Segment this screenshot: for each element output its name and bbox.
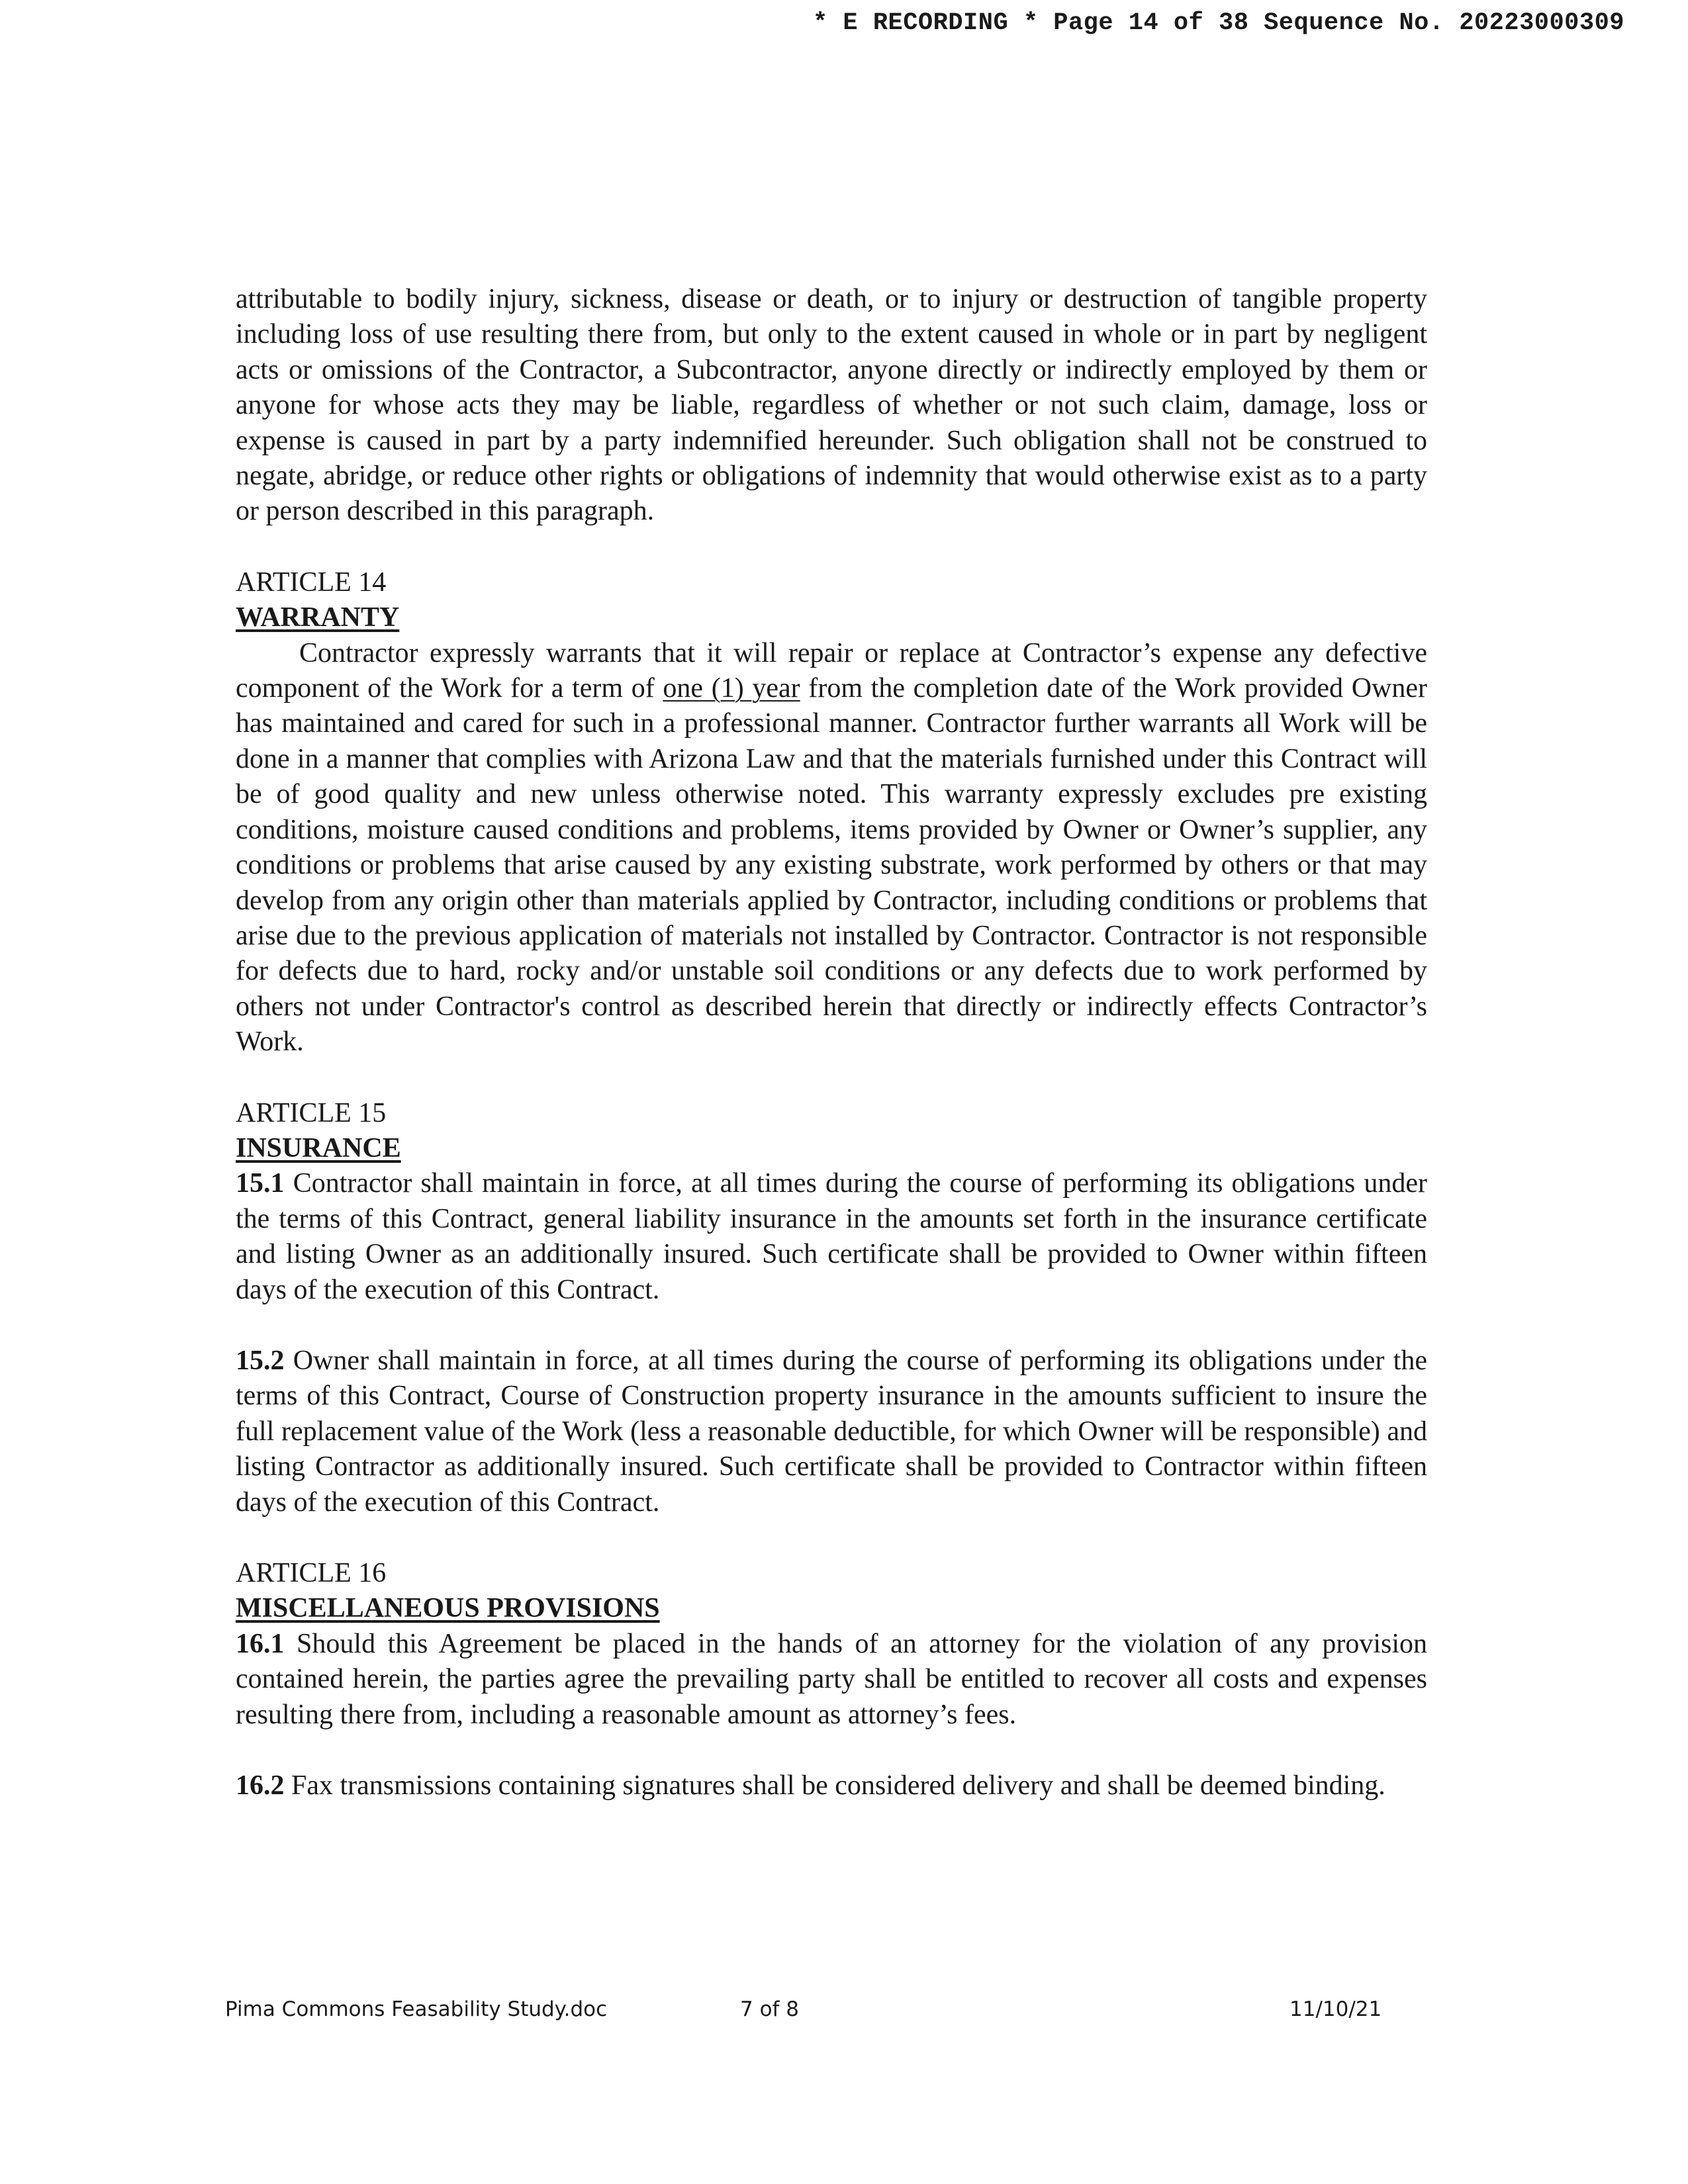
continuation-paragraph: attributable to bodily injury, sickness, disease or death, or to injury or destruction of tangible property including loss of use resulting there from, but only to the extent caused in whole or in part by negligent acts or omissions of the Contractor, a Subcontractor, anyone directly or indirectly employed by them or anyone for whose acts they may be liable, regardless of whether or not such claim, damage, loss or expense is caused in part by a party indemnified hereunder. Such obligation shall not be construed to negate, abridge, or reduce other rights or obligations of indemnity that would otherwise exist as to a party or person described in this paragraph. — [236, 284, 1427, 527]
article-15-label: ARTICLE 15 — [236, 1097, 387, 1128]
footer-date: 11/10/21 — [1289, 1997, 1382, 2021]
article-16-title: MISCELLANEOUS PROVISIONS — [236, 1593, 660, 1624]
section-15-1 — [236, 1166, 1427, 1308]
article-16 — [236, 1556, 1427, 1803]
article-16-label: ARTICLE 16 — [236, 1558, 387, 1588]
article-15-title: INSURANCE — [236, 1132, 401, 1163]
section-text: Should this Agreement be placed in the hands of an attorney for the violation of any provision contained herein, the parties agree the prevailing party shall be entitled to recover all costs and expenses resulting there from, including a reasonable amount as attorney’s fees. — [236, 1628, 1428, 1730]
article-14-title: WARRANTY — [236, 602, 400, 633]
footer-page-number: 7 of 8 — [740, 1997, 800, 2021]
warranty-term: one (1) year — [663, 673, 800, 704]
section-number: 16.2 — [236, 1770, 285, 1801]
section-number: 16.1 — [236, 1628, 285, 1659]
footer-filename: Pima Commons Feasability Study.doc — [225, 1997, 608, 2021]
warranty-paragraph — [236, 636, 1427, 1060]
article-15 — [236, 1096, 1427, 1520]
article-14 — [236, 565, 1427, 1060]
section-16-1 — [236, 1627, 1427, 1733]
section-number: 15.1 — [236, 1168, 285, 1199]
section-text: Fax transmissions containing signatures shall be considered delivery and shall be deemed binding. — [291, 1770, 1385, 1801]
section-number: 15.2 — [236, 1345, 285, 1376]
article-14-label: ARTICLE 14 — [236, 567, 387, 598]
warranty-text-after: from the completion date of the Work provided Owner has maintained and cared for such in a professional manner. Contractor further warrants all Work will be done in a manner that complies with Arizona Law and that the materials furnished under this Contract will be of good quality and new unless otherwise noted. This warranty expressly excludes pre existing conditions, moisture caused conditions and problems, items provided by Owner or Owner’s supplier, any conditions or problems that arise caused by any existing substrate, work performed by others or that may develop from any origin other than materials applied by Contractor, including conditions or problems that arise due to the previous application of materials not installed by Contractor. Contractor is not responsible for defects due to hard, rocky and/or unstable soil conditions or any defects due to work performed by others not under Contractor's control as described herein that directly or indirectly effects Contractor’s Work. — [236, 673, 1428, 1058]
section-16-2 — [236, 1768, 1427, 1803]
section-text: Contractor shall maintain in force, at all times during the course of performing its obligations under the terms of this Contract, general liability insurance in the amounts set forth in the insurance certificate and listing Owner as an additionally insured. Such certificate shall be provided to Owner within fifteen days of the execution of this Contract. — [236, 1168, 1428, 1305]
section-15-2 — [236, 1343, 1427, 1520]
recording-header: * E RECORDING * Page 14 of 38 Sequence No. 20223000309 — [813, 9, 1624, 37]
section-text: Owner shall maintain in force, at all times during the course of performing its obligations under the terms of this Contract, Course of Construction property insurance in the amounts sufficient to insure the full replacement value of the Work (less a reasonable deductible, for which Owner will be responsible) and listing Contractor as additionally insured. Such certificate shall be provided to Contractor within fifteen days of the execution of this Contract. — [236, 1345, 1427, 1518]
warranty-text-before: Contractor expressly warrants that it will repair or replace at Contractor’s expense any defective component of the Work for a term of — [236, 637, 1427, 704]
document-body — [236, 282, 1427, 1803]
